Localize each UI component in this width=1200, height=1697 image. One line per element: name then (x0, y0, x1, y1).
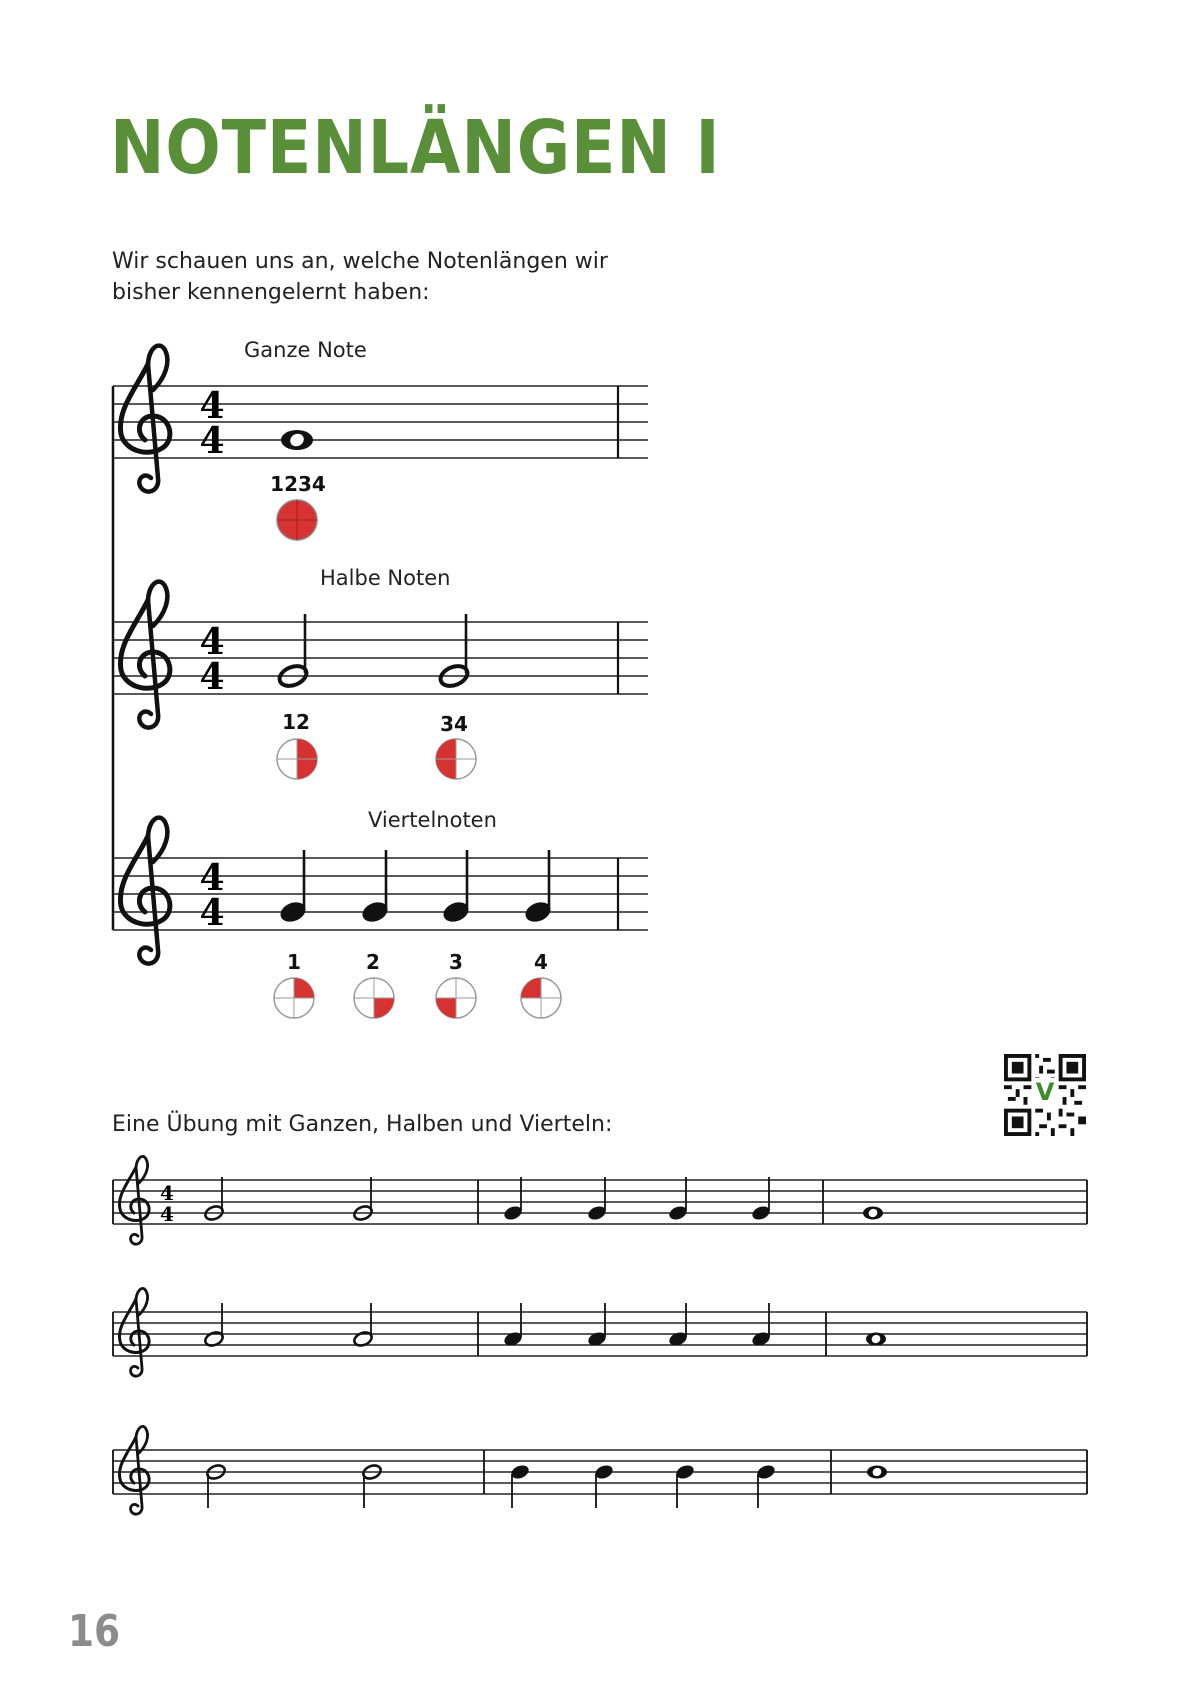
count-label: 12 (282, 710, 310, 734)
whole-note-icon (867, 1466, 887, 1479)
staff-whole-note (113, 346, 648, 492)
count-label: 2 (366, 950, 380, 974)
quarter-note-icon (509, 1463, 530, 1508)
quarter-note-icon (502, 1177, 523, 1222)
count-circle-quarter-3 (436, 978, 476, 1018)
quarter-note-icon (593, 1463, 614, 1508)
half-note-icon (203, 1303, 224, 1348)
count-label: 34 (440, 712, 468, 736)
quarter-note-icon (755, 1463, 776, 1508)
exercise-label: Eine Übung mit Ganzen, Halben und Vierteln: (112, 1112, 613, 1137)
staff-quarter-notes (113, 818, 648, 964)
time-signature-denominator: 4 (199, 892, 225, 934)
count-circle-quarter-2 (354, 978, 394, 1018)
quarter-note-icon (667, 1303, 688, 1348)
time-signature-denominator: 4 (160, 1202, 174, 1226)
quarter-note-icon (360, 850, 391, 925)
exercise-staff-2 (113, 1288, 1087, 1376)
page-title: NOTENLÄNGEN I (110, 105, 721, 191)
half-note-icon (277, 614, 310, 690)
treble-clef-icon (120, 582, 169, 728)
treble-clef-icon (119, 1426, 149, 1514)
example-label-quarter: Viertelnoten (368, 808, 497, 832)
time-signature-numerator: 4 (199, 857, 225, 899)
count-circle-full (277, 500, 317, 540)
count-label: 1 (287, 950, 301, 974)
treble-clef-icon (119, 1156, 149, 1244)
example-label-half: Halbe Noten (320, 566, 451, 590)
count-label: 3 (449, 950, 463, 974)
half-note-icon (205, 1463, 226, 1508)
half-note-icon (438, 614, 471, 690)
quarter-note-icon (441, 850, 472, 925)
qr-badge: V (1035, 1078, 1055, 1106)
half-note-icon (203, 1177, 224, 1222)
treble-clef-icon (119, 1288, 149, 1376)
time-signature-numerator: 4 (199, 385, 225, 427)
whole-note-icon (866, 1333, 886, 1346)
staff-half-notes (113, 582, 648, 728)
quarter-note-icon (502, 1303, 523, 1348)
count-circle-left-half (436, 739, 476, 779)
time-signature-numerator: 4 (160, 1181, 174, 1205)
treble-clef-icon (120, 346, 169, 492)
quarter-note-icon (586, 1303, 607, 1348)
half-note-icon (352, 1303, 373, 1348)
intro-text: Wir schauen uns an, welche Notenlängen wir bisher kennengelernt haben: (112, 249, 608, 305)
count-circle-quarter-1 (274, 978, 314, 1018)
quarter-note-icon (586, 1177, 607, 1222)
quarter-note-icon (750, 1177, 771, 1222)
quarter-note-icon (667, 1177, 688, 1222)
half-note-icon (361, 1463, 382, 1508)
count-label: 4 (534, 950, 548, 974)
quarter-note-icon (750, 1303, 771, 1348)
exercise-staff-1 (113, 1156, 1087, 1244)
count-circle-right-half (277, 739, 317, 779)
time-signature-denominator: 4 (199, 656, 225, 698)
treble-clef-icon (120, 818, 169, 964)
quarter-note-icon (523, 850, 554, 925)
whole-note-icon (863, 1207, 883, 1220)
time-signature-numerator: 4 (199, 621, 225, 663)
quarter-note-icon (278, 850, 309, 925)
exercise-staff-3 (113, 1426, 1087, 1514)
count-label: 1234 (270, 472, 326, 496)
time-signature-denominator: 4 (199, 420, 225, 462)
example-label-whole: Ganze Note (244, 338, 367, 362)
half-note-icon (352, 1177, 373, 1222)
quarter-note-icon (674, 1463, 695, 1508)
page-number: 16 (68, 1606, 121, 1657)
count-circle-quarter-4 (521, 978, 561, 1018)
whole-note-icon (281, 430, 313, 450)
